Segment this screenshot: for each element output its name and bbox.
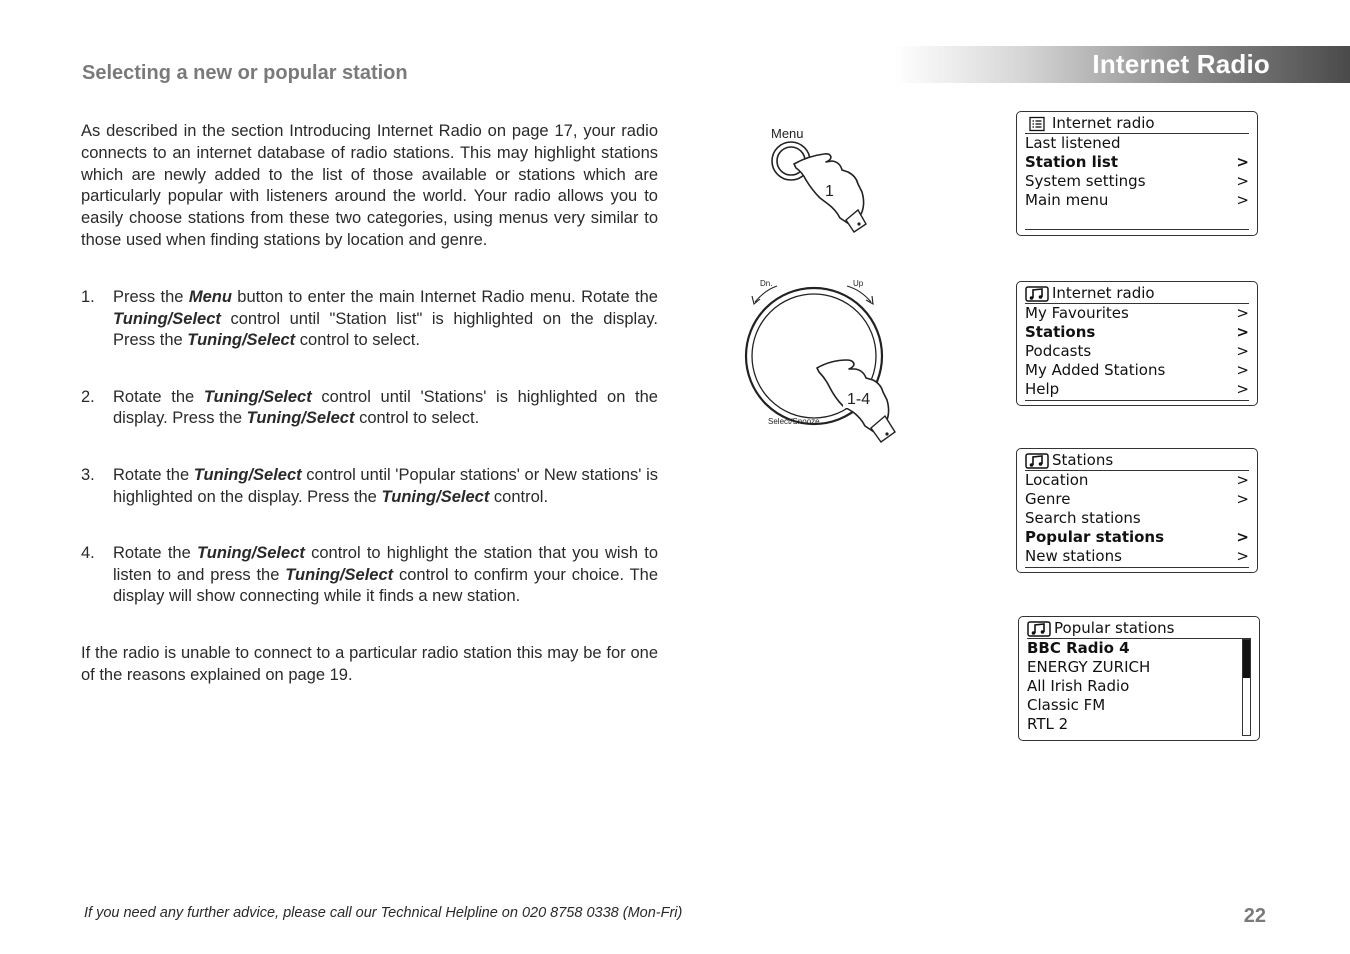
- lcd-menu-item: [1025, 323, 1249, 342]
- chevron-right-icon: >: [1236, 471, 1249, 489]
- cuff-dot: [885, 432, 888, 435]
- chevron-right-icon: >: [1236, 490, 1249, 508]
- lcd-menu-item-label: BBC Radio 4: [1027, 639, 1130, 657]
- control-name: Tuning/Select: [187, 331, 296, 350]
- control-name: Menu: [188, 288, 232, 306]
- step-text: control.: [489, 487, 549, 506]
- lcd-menu-item-label: Podcasts: [1025, 342, 1092, 360]
- music-note-icon: [1025, 286, 1049, 302]
- instruction-steps: [81, 287, 658, 643]
- lcd-title-text: Popular stations: [1054, 619, 1175, 637]
- step-text: control until 'Popular stations' or New stations' is highlighted on the display. Press the: [113, 465, 658, 506]
- control-name: Tuning/Select: [285, 565, 394, 584]
- lcd-menu-item: [1025, 471, 1249, 490]
- step-text: control to highlight the station that you wish to listen to and press the: [113, 544, 658, 584]
- lcd-scrollbar: [1242, 639, 1251, 736]
- instruction-step: [81, 287, 658, 352]
- chevron-right-icon: >: [1236, 172, 1249, 190]
- control-name: Tuning/Select: [193, 465, 302, 484]
- lcd-menu-item-label: Genre: [1025, 490, 1071, 508]
- step-text: Press the: [113, 288, 189, 306]
- step-text: button to enter the main Internet Radio menu. Rotate the: [231, 288, 658, 306]
- step-text: control until "Station list" is highlighted on the display. Press the: [113, 309, 658, 350]
- lcd-menu-item-label: RTL 2: [1027, 715, 1069, 733]
- lcd-title: [1025, 114, 1249, 134]
- lcd-footer-line: [1025, 400, 1249, 401]
- rotate-down-arrow-icon: [755, 286, 777, 302]
- chevron-right-icon: >: [1236, 361, 1249, 379]
- menu-label: Menu: [771, 126, 804, 141]
- lcd-screen-popular-stations: [1018, 616, 1260, 741]
- lcd-footer-line: [1025, 229, 1249, 230]
- dial-down-label: Dn.: [760, 279, 773, 288]
- step-text: control to select.: [354, 409, 480, 428]
- step-number: 4.: [81, 544, 95, 563]
- step-number: 1.: [81, 288, 95, 306]
- lcd-menu-item: [1025, 172, 1249, 191]
- music-note-icon: [1025, 453, 1049, 469]
- dial-up-label: Up: [853, 279, 864, 288]
- cuff-dot: [857, 222, 860, 225]
- instruction-step: [81, 543, 658, 608]
- page-header-title: Internet Radio: [1092, 49, 1270, 79]
- lcd-menu-item: [1025, 490, 1249, 509]
- instruction-step: [81, 387, 658, 430]
- chevron-right-icon: >: [1236, 380, 1249, 398]
- step-number: 3.: [81, 465, 95, 484]
- lcd-menu-item-label: Classic FM: [1027, 696, 1106, 714]
- lcd-menu-item-label: Search stations: [1025, 509, 1141, 527]
- tuning-dial-illustration: [735, 274, 925, 449]
- lcd-title: [1025, 451, 1249, 471]
- lcd-menu-item-label: All Irish Radio: [1027, 677, 1130, 695]
- lcd-menu-item-label: Main menu: [1025, 191, 1109, 209]
- lcd-screen-station-list: [1016, 281, 1258, 406]
- lcd-menu-item: [1025, 191, 1249, 210]
- lcd-menu-item: [1025, 342, 1249, 361]
- lcd-scrollbar-thumb: [1243, 640, 1250, 678]
- control-name: Tuning/Select: [203, 387, 312, 406]
- lcd-menu-item: [1025, 528, 1249, 547]
- chevron-right-icon: >: [1236, 191, 1249, 209]
- lcd-menu-item: [1025, 134, 1249, 153]
- lcd-menu-item: [1027, 696, 1239, 715]
- chevron-right-icon: >: [1236, 528, 1249, 546]
- lcd-menu-item-label: Location: [1025, 471, 1089, 489]
- lcd-footer-line: [1025, 567, 1249, 568]
- chevron-right-icon: >: [1236, 547, 1249, 565]
- step-text: Rotate the: [113, 465, 194, 484]
- lcd-title-text: Internet radio: [1052, 284, 1155, 302]
- chevron-right-icon: >: [1236, 342, 1249, 360]
- step-number: 2.: [81, 387, 95, 406]
- lcd-menu-item: [1025, 547, 1249, 566]
- lcd-menu-item-label: Stations: [1025, 323, 1096, 341]
- header-bar: [895, 46, 1350, 83]
- lcd-menu-item: [1027, 658, 1239, 677]
- lcd-title: [1027, 619, 1251, 639]
- lcd-menu-item-label: My Added Stations: [1025, 361, 1166, 379]
- lcd-screen-stations: [1016, 448, 1258, 573]
- control-name: Tuning/Select: [246, 409, 355, 428]
- list-icon: [1025, 116, 1049, 132]
- step-text: control to confirm your choice. The display will show connecting while it finds a new station.: [113, 565, 659, 606]
- lcd-menu-item: [1025, 361, 1249, 380]
- section-title: Selecting a new or popular station: [82, 62, 408, 84]
- lcd-menu-item: [1027, 677, 1239, 696]
- lcd-menu-item: [1025, 304, 1249, 323]
- step-text: control until 'Stations' is highlighted on the display. Press the: [113, 387, 658, 428]
- lcd-title-text: Internet radio: [1052, 114, 1155, 132]
- lcd-title: [1025, 284, 1249, 304]
- step-text: Rotate the: [113, 387, 204, 406]
- lcd-menu-item: [1027, 639, 1239, 658]
- menu-step-number: 1: [825, 183, 834, 200]
- lcd-title-text: Stations: [1052, 451, 1114, 469]
- lcd-menu-item-label: Station list: [1025, 153, 1118, 171]
- step-text: Rotate the: [113, 544, 197, 563]
- lcd-menu-item-label: ENERGY ZURICH: [1027, 658, 1151, 676]
- instruction-step: [81, 465, 658, 508]
- lcd-menu-item-label: Popular stations: [1025, 528, 1165, 546]
- lcd-menu-item: [1025, 509, 1249, 528]
- lcd-menu-item-label: Help: [1025, 380, 1060, 398]
- lcd-menu-item-label: New stations: [1025, 547, 1122, 565]
- chevron-right-icon: >: [1236, 153, 1249, 171]
- lcd-menu-item-label: System settings: [1025, 172, 1146, 190]
- footer-helpline: If you need any further advice, please call our Technical Helpline on 020 8758 0338 (Mon-Fri): [84, 905, 683, 921]
- control-name: Tuning/Select: [196, 544, 305, 563]
- chevron-right-icon: >: [1236, 304, 1249, 322]
- dial-step-number: 1-4: [847, 391, 871, 408]
- lcd-menu-item: [1025, 380, 1249, 399]
- lcd-menu-item-label: Last listened: [1025, 134, 1121, 152]
- lcd-menu-item: [1027, 715, 1239, 734]
- music-note-icon: [1027, 621, 1051, 637]
- closing-paragraph: If the radio is unable to connect to a particular radio station this may be for one of the reasons explained on page 19.: [81, 644, 658, 684]
- chevron-right-icon: >: [1236, 323, 1249, 341]
- lcd-screen-internet-radio-main: [1016, 111, 1258, 236]
- control-name: Tuning/Select: [381, 487, 490, 506]
- dial-select-snooze-label: Select/Snooze: [768, 417, 820, 426]
- control-name: Tuning/Select: [113, 309, 221, 328]
- menu-button-illustration: [762, 120, 892, 235]
- intro-paragraph: As described in the section Introducing Internet Radio on page 17, your radio connects to an internet database of radio stations. This may highlight stations which are newly added to the list of those available or stations which are particularly popular with listeners around the world. Your radio allows you to easily choose stations from these two categories, using menus very similar to those used when finding stations by location and genre.: [81, 122, 658, 249]
- lcd-menu-item-label: My Favourites: [1025, 304, 1129, 322]
- page-number: 22: [1243, 905, 1266, 927]
- step-text: control to select.: [295, 331, 420, 350]
- lcd-menu-item: [1025, 153, 1249, 172]
